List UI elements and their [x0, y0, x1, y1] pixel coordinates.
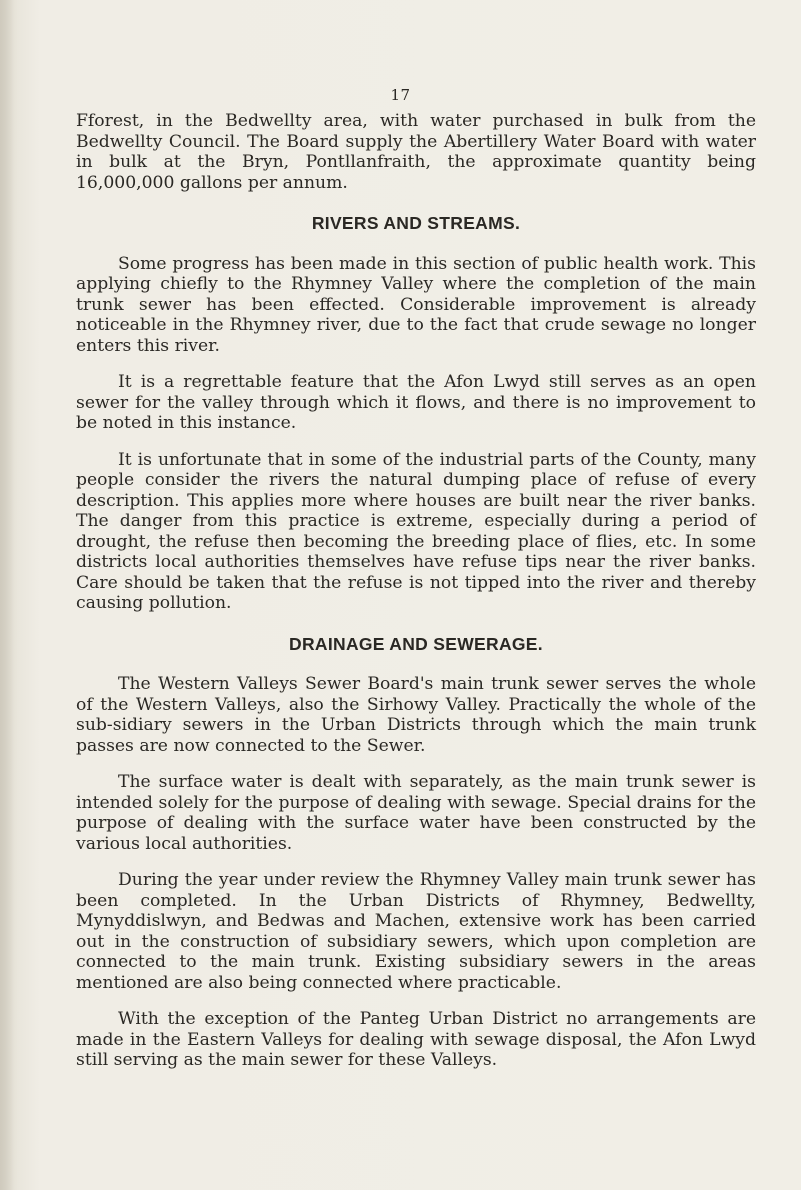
rivers-paragraph-3: It is unfortunate that in some of the industrial parts of the County, many people consider the rivers the natural dumping place of refuse of every description. This applies more where houses are built near the river banks. The danger from this practice is extreme, especially during a period of drought, the refuse then becoming the breeding place of flies, etc. In some districts local authorities themselves have refuse tips near the river banks. Care should be taken that the refuse is not tipped into the river and thereby causing pollution. [76, 449, 756, 613]
section-heading-drainage-and-sewerage: DRAINAGE AND SEWERAGE. [289, 633, 543, 654]
drainage-paragraph-4: With the exception of the Panteg Urban District no arrangements are made in the Eastern Valleys for dealing with sewage disposal, the Afon Lwyd still serving as the main sewer for these Valleys. [76, 1009, 756, 1070]
opening-paragraph: Fforest, in the Bedwellty area, with water purchased in bulk from the Bedwellty Council. The Board supply the Abertillery Water Board with water in bulk at the Bryn, Pontllanfraith, the approximate quantity being 16,000,000 gallons per annum. [76, 111, 756, 193]
rivers-paragraph-1: Some progress has been made in this section of public health work. This applying chiefly to the Rhymney Valley where the completion of the main trunk sewer has been effected. Considerable improvement is already noticeable in the Rhymney river, due to the fact that crude sewage no longer enters this river. [76, 253, 756, 356]
drainage-paragraph-3: During the year under review the Rhymney Valley main trunk sewer has been completed. In the Urban Districts of Rhymney, Bedwellty, Mynyddislwyn, and Bedwas and Machen, extensive work has been carried out in the construction of subsidiary sewers, which upon completion are connected to the main trunk. Existing subsidiary sewers in the areas mentioned are also being connected where practicable. [76, 870, 756, 993]
drainage-paragraph-2: The surface water is dealt with separately, as the main trunk sewer is intended solely for the purpose of dealing with sewage. Special drains for the purpose of dealing with the surface water have been constructed by the various local authorities. [76, 772, 756, 854]
page-edge-shadow [0, 0, 14, 1190]
rivers-paragraph-2: It is a regrettable feature that the Afon Lwyd still serves as an open sewer for the valley through which it flows, and there is no improvement to be noted in this instance. [76, 372, 756, 433]
section-heading-rivers-and-streams: RIVERS AND STREAMS. [311, 213, 521, 233]
page-number: 17 [390, 86, 411, 104]
page-body [76, 111, 756, 1071]
drainage-paragraph-1: The Western Valleys Sewer Board's main trunk sewer serves the whole of the Western Valleys, also the Sirhowy Valley. Practically the whole of the sub-sidiary sewers in the Urban Districts through which the main trunk passes are now connected to the Sewer. [76, 674, 756, 756]
